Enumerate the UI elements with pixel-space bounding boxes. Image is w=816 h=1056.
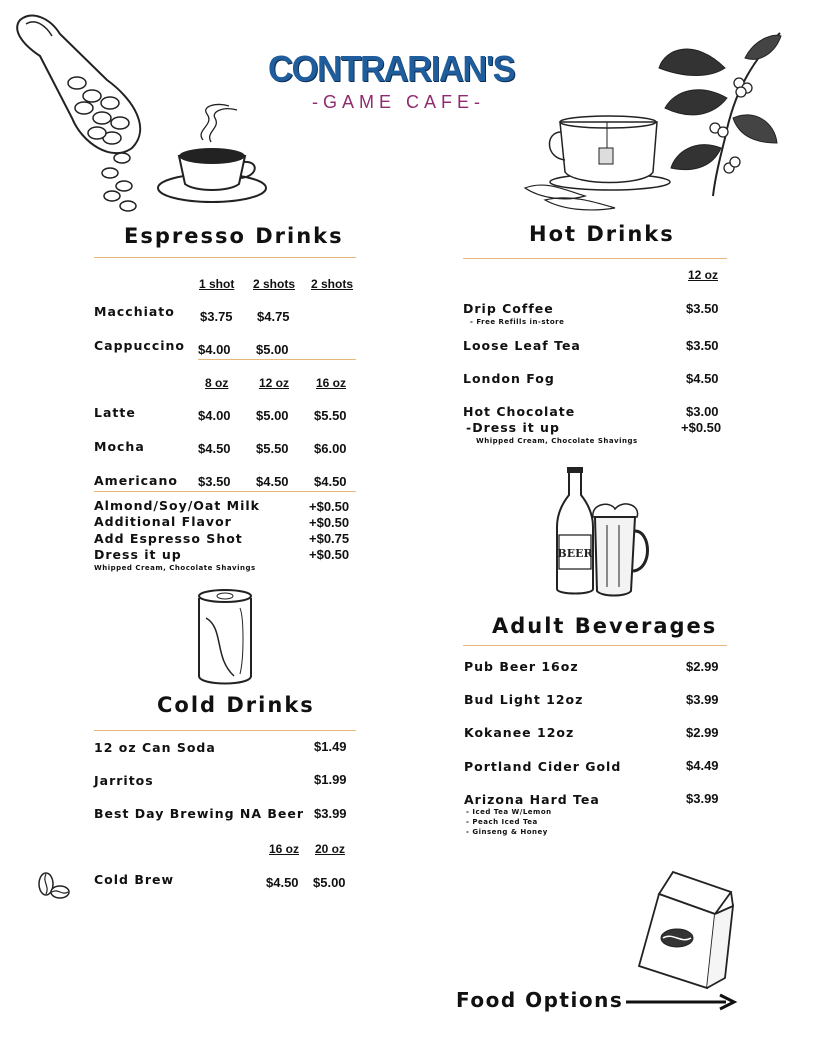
addon-flavor-price: +$0.50	[309, 515, 350, 530]
price-jarritos: $1.99	[314, 772, 347, 787]
coffee-beans-icon	[34, 870, 72, 906]
price-can-soda: $1.49	[314, 739, 347, 754]
addon-dress-it-up: Dress it up	[94, 547, 182, 562]
menu-item-latte: Latte	[94, 405, 136, 420]
hot-dress-it-up-price: +$0.50	[681, 420, 722, 435]
addon-divider	[94, 491, 356, 492]
price-arizona-hard-tea: $3.99	[686, 791, 719, 806]
price-cappuccino-1shot: $4.00	[198, 342, 231, 357]
price-mocha-12oz: $5.50	[256, 441, 289, 456]
addon-milk: Almond/Soy/Oat Milk	[94, 498, 260, 513]
addon-flavor: Additional Flavor	[94, 514, 232, 529]
price-cappuccino-2shots: $5.00	[256, 342, 289, 357]
menu-item-jarritos: Jarritos	[94, 773, 154, 788]
price-loose-leaf-tea: $3.50	[686, 338, 719, 353]
hot-title: Hot Drinks	[529, 222, 675, 246]
arizona-note-1: - Iced Tea W/Lemon	[466, 808, 552, 816]
menu-item-kokanee: Kokanee 12oz	[464, 725, 575, 740]
menu-item-macchiato: Macchiato	[94, 304, 175, 319]
coffee-bag-icon	[633, 866, 743, 991]
arizona-note-3: - Ginseng & Honey	[466, 828, 548, 836]
menu-item-mocha: Mocha	[94, 439, 145, 454]
price-macchiato-1shot: $3.75	[200, 309, 233, 324]
logo-subtitle: -GAME CAFE-	[312, 92, 486, 112]
addon-dress-it-up-price: +$0.50	[309, 547, 350, 562]
beer-bottle-icon	[537, 465, 657, 600]
cold-title: Cold Drinks	[157, 693, 315, 717]
menu-item-can-soda: 12 oz Can Soda	[94, 740, 216, 755]
drip-coffee-note: - Free Refills in-store	[470, 318, 565, 326]
tea-cup-icon	[515, 110, 675, 215]
coffee-cup-icon	[155, 100, 270, 215]
logo-title: CONTRARIAN'S	[268, 48, 515, 89]
espresso-shot-header-2: 2 shots	[253, 277, 296, 291]
menu-item-drip-coffee: Drip Coffee	[463, 301, 554, 316]
addon-espresso-shot: Add Espresso Shot	[94, 531, 243, 546]
price-latte-8oz: $4.00	[198, 408, 231, 423]
food-options-link[interactable]: Food Options	[456, 988, 624, 1012]
price-hot-chocolate: $3.00	[686, 404, 719, 419]
hot-divider	[463, 258, 727, 259]
arrow-right-icon[interactable]	[626, 993, 738, 1011]
espresso-size-header-8oz: 8 oz	[205, 376, 229, 390]
menu-item-na-beer: Best Day Brewing NA Beer	[94, 806, 305, 821]
price-macchiato-2shots: $4.75	[257, 309, 290, 324]
price-latte-12oz: $5.00	[256, 408, 289, 423]
soda-can-icon	[194, 588, 256, 688]
menu-item-pub-beer: Pub Beer 16oz	[464, 659, 579, 674]
espresso-size-header-16oz: 16 oz	[316, 376, 347, 390]
menu-item-portland-cider: Portland Cider Gold	[464, 759, 622, 774]
adult-title: Adult Beverages	[492, 614, 718, 638]
cold-divider	[94, 730, 356, 731]
price-mocha-8oz: $4.50	[198, 441, 231, 456]
addon-milk-price: +$0.50	[309, 499, 350, 514]
price-cold-brew-16oz: $4.50	[266, 875, 299, 890]
coffee-branch-icon	[655, 28, 785, 198]
hot-dress-it-up: -Dress it up	[466, 420, 560, 435]
menu-item-cold-brew: Cold Brew	[94, 872, 175, 887]
espresso-divider	[94, 257, 356, 258]
price-london-fog: $4.50	[686, 371, 719, 386]
price-latte-16oz: $5.50	[314, 408, 347, 423]
menu-item-hot-chocolate: Hot Chocolate	[463, 404, 576, 419]
espresso-size-header-12oz: 12 oz	[259, 376, 290, 390]
addon-note: Whipped Cream, Chocolate Shavings	[94, 564, 256, 572]
espresso-shot-header-3: 2 shots	[311, 277, 354, 291]
price-cold-brew-20oz: $5.00	[313, 875, 346, 890]
espresso-size-divider	[198, 359, 356, 360]
price-bud-light: $3.99	[686, 692, 719, 707]
price-portland-cider: $4.49	[686, 758, 719, 773]
price-kokanee: $2.99	[686, 725, 719, 740]
coffee-scoop-icon	[12, 8, 152, 218]
price-pub-beer: $2.99	[686, 659, 719, 674]
price-drip-coffee: $3.50	[686, 301, 719, 316]
price-mocha-16oz: $6.00	[314, 441, 347, 456]
menu-item-bud-light: Bud Light 12oz	[464, 692, 584, 707]
cold-size-header-20oz: 20 oz	[315, 842, 346, 856]
menu-item-cappuccino: Cappuccino	[94, 338, 185, 353]
menu-item-london-fog: London Fog	[463, 371, 555, 386]
hot-size-header-12oz: 12 oz	[688, 268, 719, 282]
adult-divider	[463, 645, 727, 646]
price-americano-8oz: $3.50	[198, 474, 231, 489]
hot-dress-note: Whipped Cream, Chocolate Shavings	[476, 437, 638, 445]
price-americano-12oz: $4.50	[256, 474, 289, 489]
beer-label: BEER	[557, 547, 593, 560]
menu-item-loose-leaf-tea: Loose Leaf Tea	[463, 338, 581, 353]
menu-item-americano: Americano	[94, 473, 178, 488]
price-americano-16oz: $4.50	[314, 474, 347, 489]
espresso-shot-header-1: 1 shot	[199, 277, 235, 291]
price-na-beer: $3.99	[314, 806, 347, 821]
addon-espresso-shot-price: +$0.75	[309, 531, 350, 546]
arizona-note-2: - Peach Iced Tea	[466, 818, 538, 826]
cold-size-header-16oz: 16 oz	[269, 842, 300, 856]
espresso-title: Espresso Drinks	[124, 224, 344, 248]
menu-item-arizona-hard-tea: Arizona Hard Tea	[464, 792, 600, 807]
